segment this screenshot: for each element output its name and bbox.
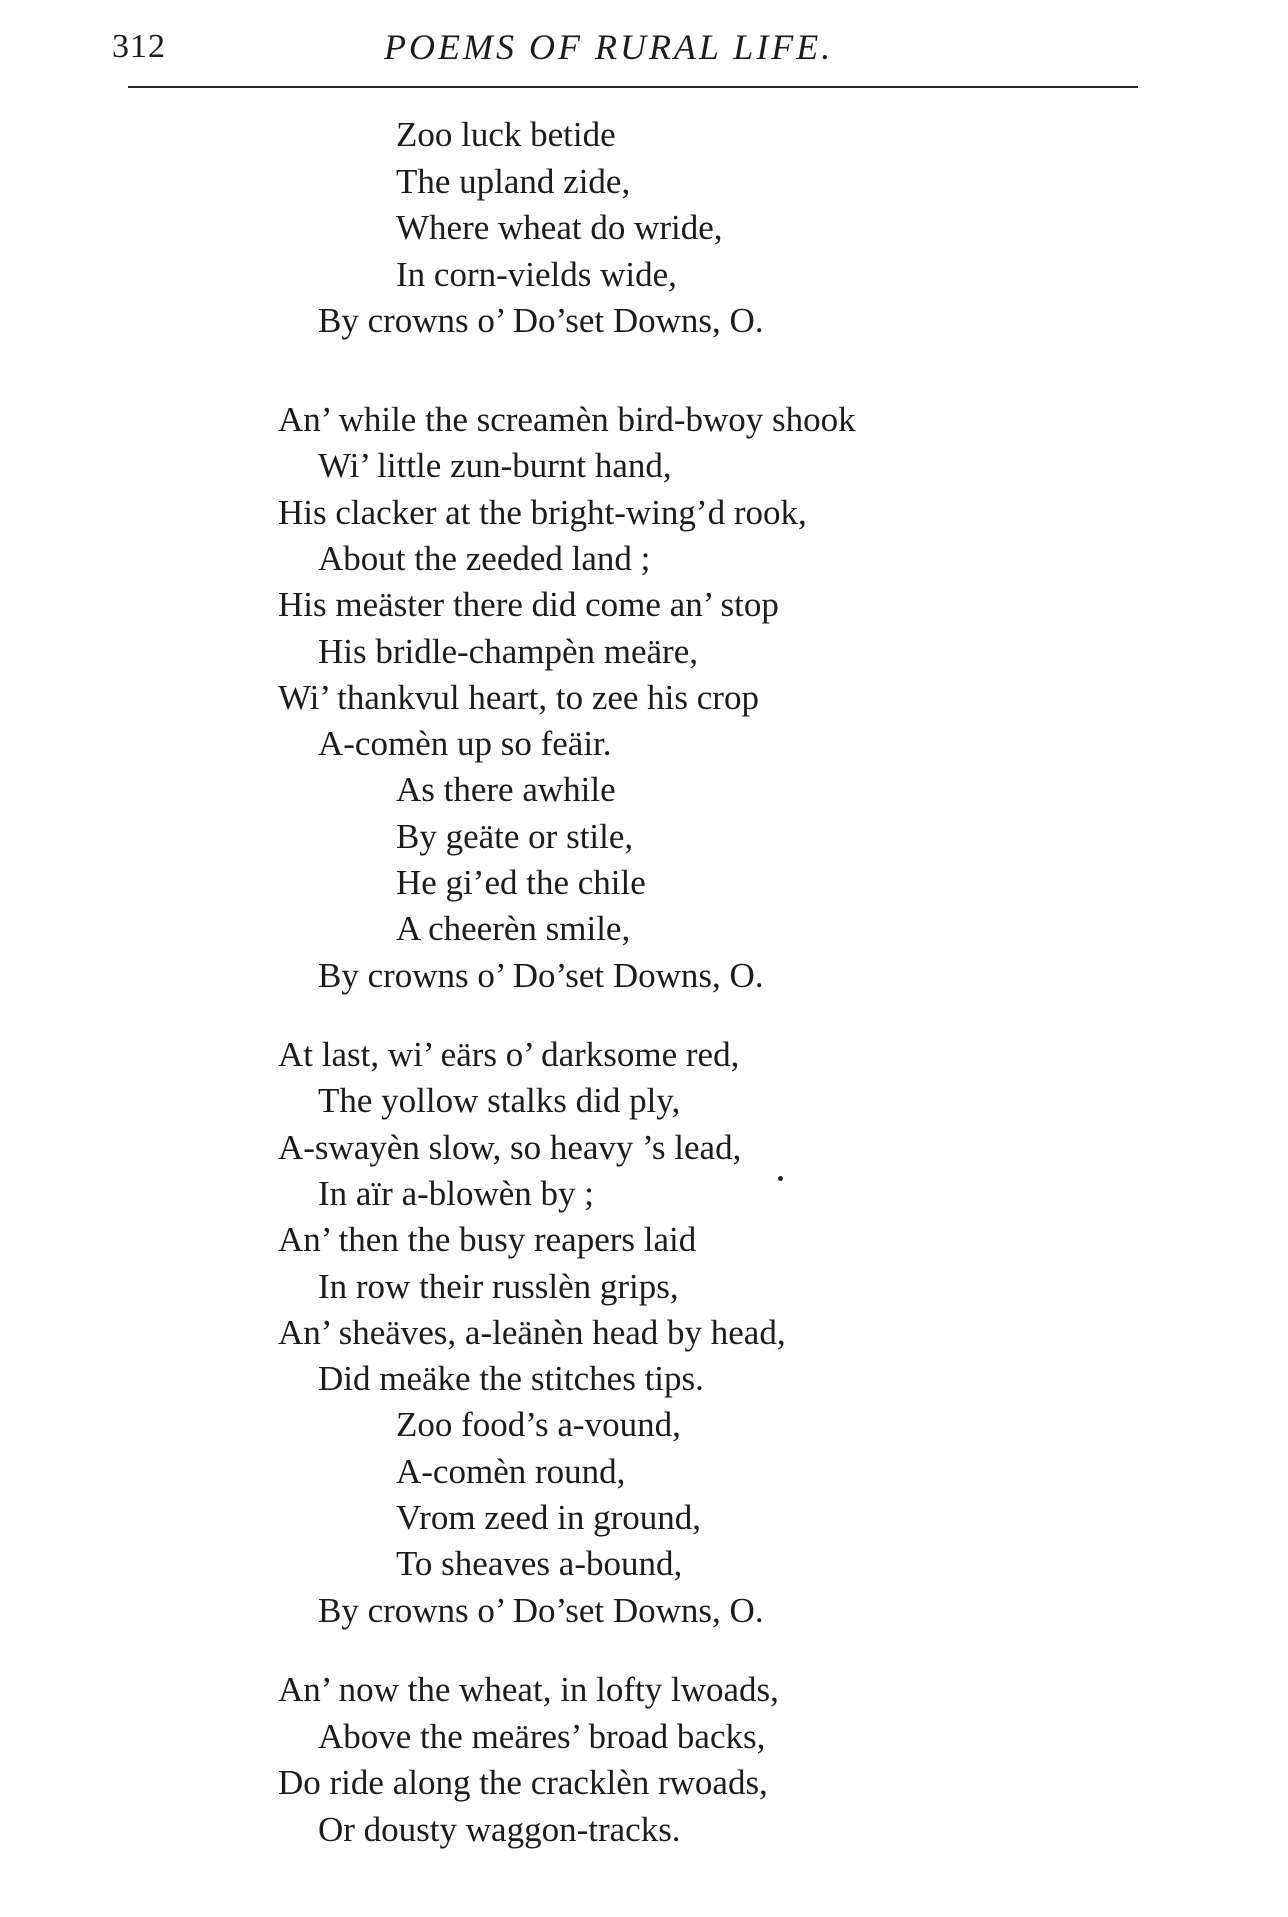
verse-line: His clacker at the bright-wing’d rook, <box>278 492 807 532</box>
verse-line: An’ while the screamèn bird-bwoy shook <box>278 400 856 439</box>
verse-line: By crowns o’ Do’set Downs, O. <box>318 301 764 341</box>
running-title: POEMS OF RURAL LIFE. <box>384 27 834 67</box>
verse-line: Above the meäres’ broad backs, <box>318 1716 766 1756</box>
verse-line: By crowns o’ Do’set Downs, O. <box>318 1590 764 1630</box>
verse-line: The yollow stalks did ply, <box>318 1081 681 1121</box>
page-number: 312 <box>112 28 166 65</box>
verse-line: Where wheat do wride, <box>396 208 723 248</box>
verse-line: By crowns o’ Do’set Downs, O. <box>318 955 764 995</box>
verse-line: To sheaves a-bound, <box>396 1544 683 1584</box>
verse-line: An’ now the wheat, in lofty lwoads, <box>278 1670 779 1709</box>
verse-line: His bridle-champèn meäre, <box>318 631 698 671</box>
verse-line: At last, wi’ eärs o’ darksome red, <box>278 1035 740 1074</box>
verse-line: Zoo food’s a-vound, <box>396 1405 681 1445</box>
verse-line: An’ then the busy reapers laid <box>278 1220 697 1260</box>
verse-line: Vrom zeed in ground, <box>396 1498 702 1537</box>
verse-line: Zoo luck betide <box>396 115 616 154</box>
verse-line: About the zeeded land ; <box>318 538 651 578</box>
verse-line: Wi’ little zun-burnt hand, <box>318 446 672 486</box>
verse-line: An’ sheäves, a-leänèn head by head, <box>278 1312 786 1352</box>
verse-line: Did meäke the stitches tips. <box>318 1359 704 1399</box>
verse-line: The upland zide, <box>396 161 631 201</box>
verse-line: In row their russlèn grips, <box>318 1266 679 1306</box>
verse-line: Do ride along the cracklèn rwoads, <box>278 1763 768 1802</box>
verse-line: A-comèn round, <box>396 1451 626 1491</box>
header-rule <box>128 86 1138 88</box>
verse-line: A-comèn up so feäir. <box>318 724 612 764</box>
verse-line: A-swayèn slow, so heavy ’s lead, <box>278 1127 742 1167</box>
verse-line: He gi’ed the chile <box>396 863 646 902</box>
verse-line: By geäte or stile, <box>396 816 634 856</box>
verse-line: A cheerèn smile, <box>396 909 631 949</box>
verse-line: As there awhile <box>396 770 616 810</box>
verse-line: Or dousty waggon-tracks. <box>318 1809 681 1849</box>
verse-line: Wi’ thankvul heart, to zee his crop <box>278 677 759 717</box>
verse-line: His meäster there did come an’ stop <box>278 585 779 625</box>
verse-line: In aïr a-blowèn by ; <box>318 1173 595 1213</box>
verse-line: In corn-vields wide, <box>396 254 677 294</box>
ink-speck <box>778 1176 783 1181</box>
